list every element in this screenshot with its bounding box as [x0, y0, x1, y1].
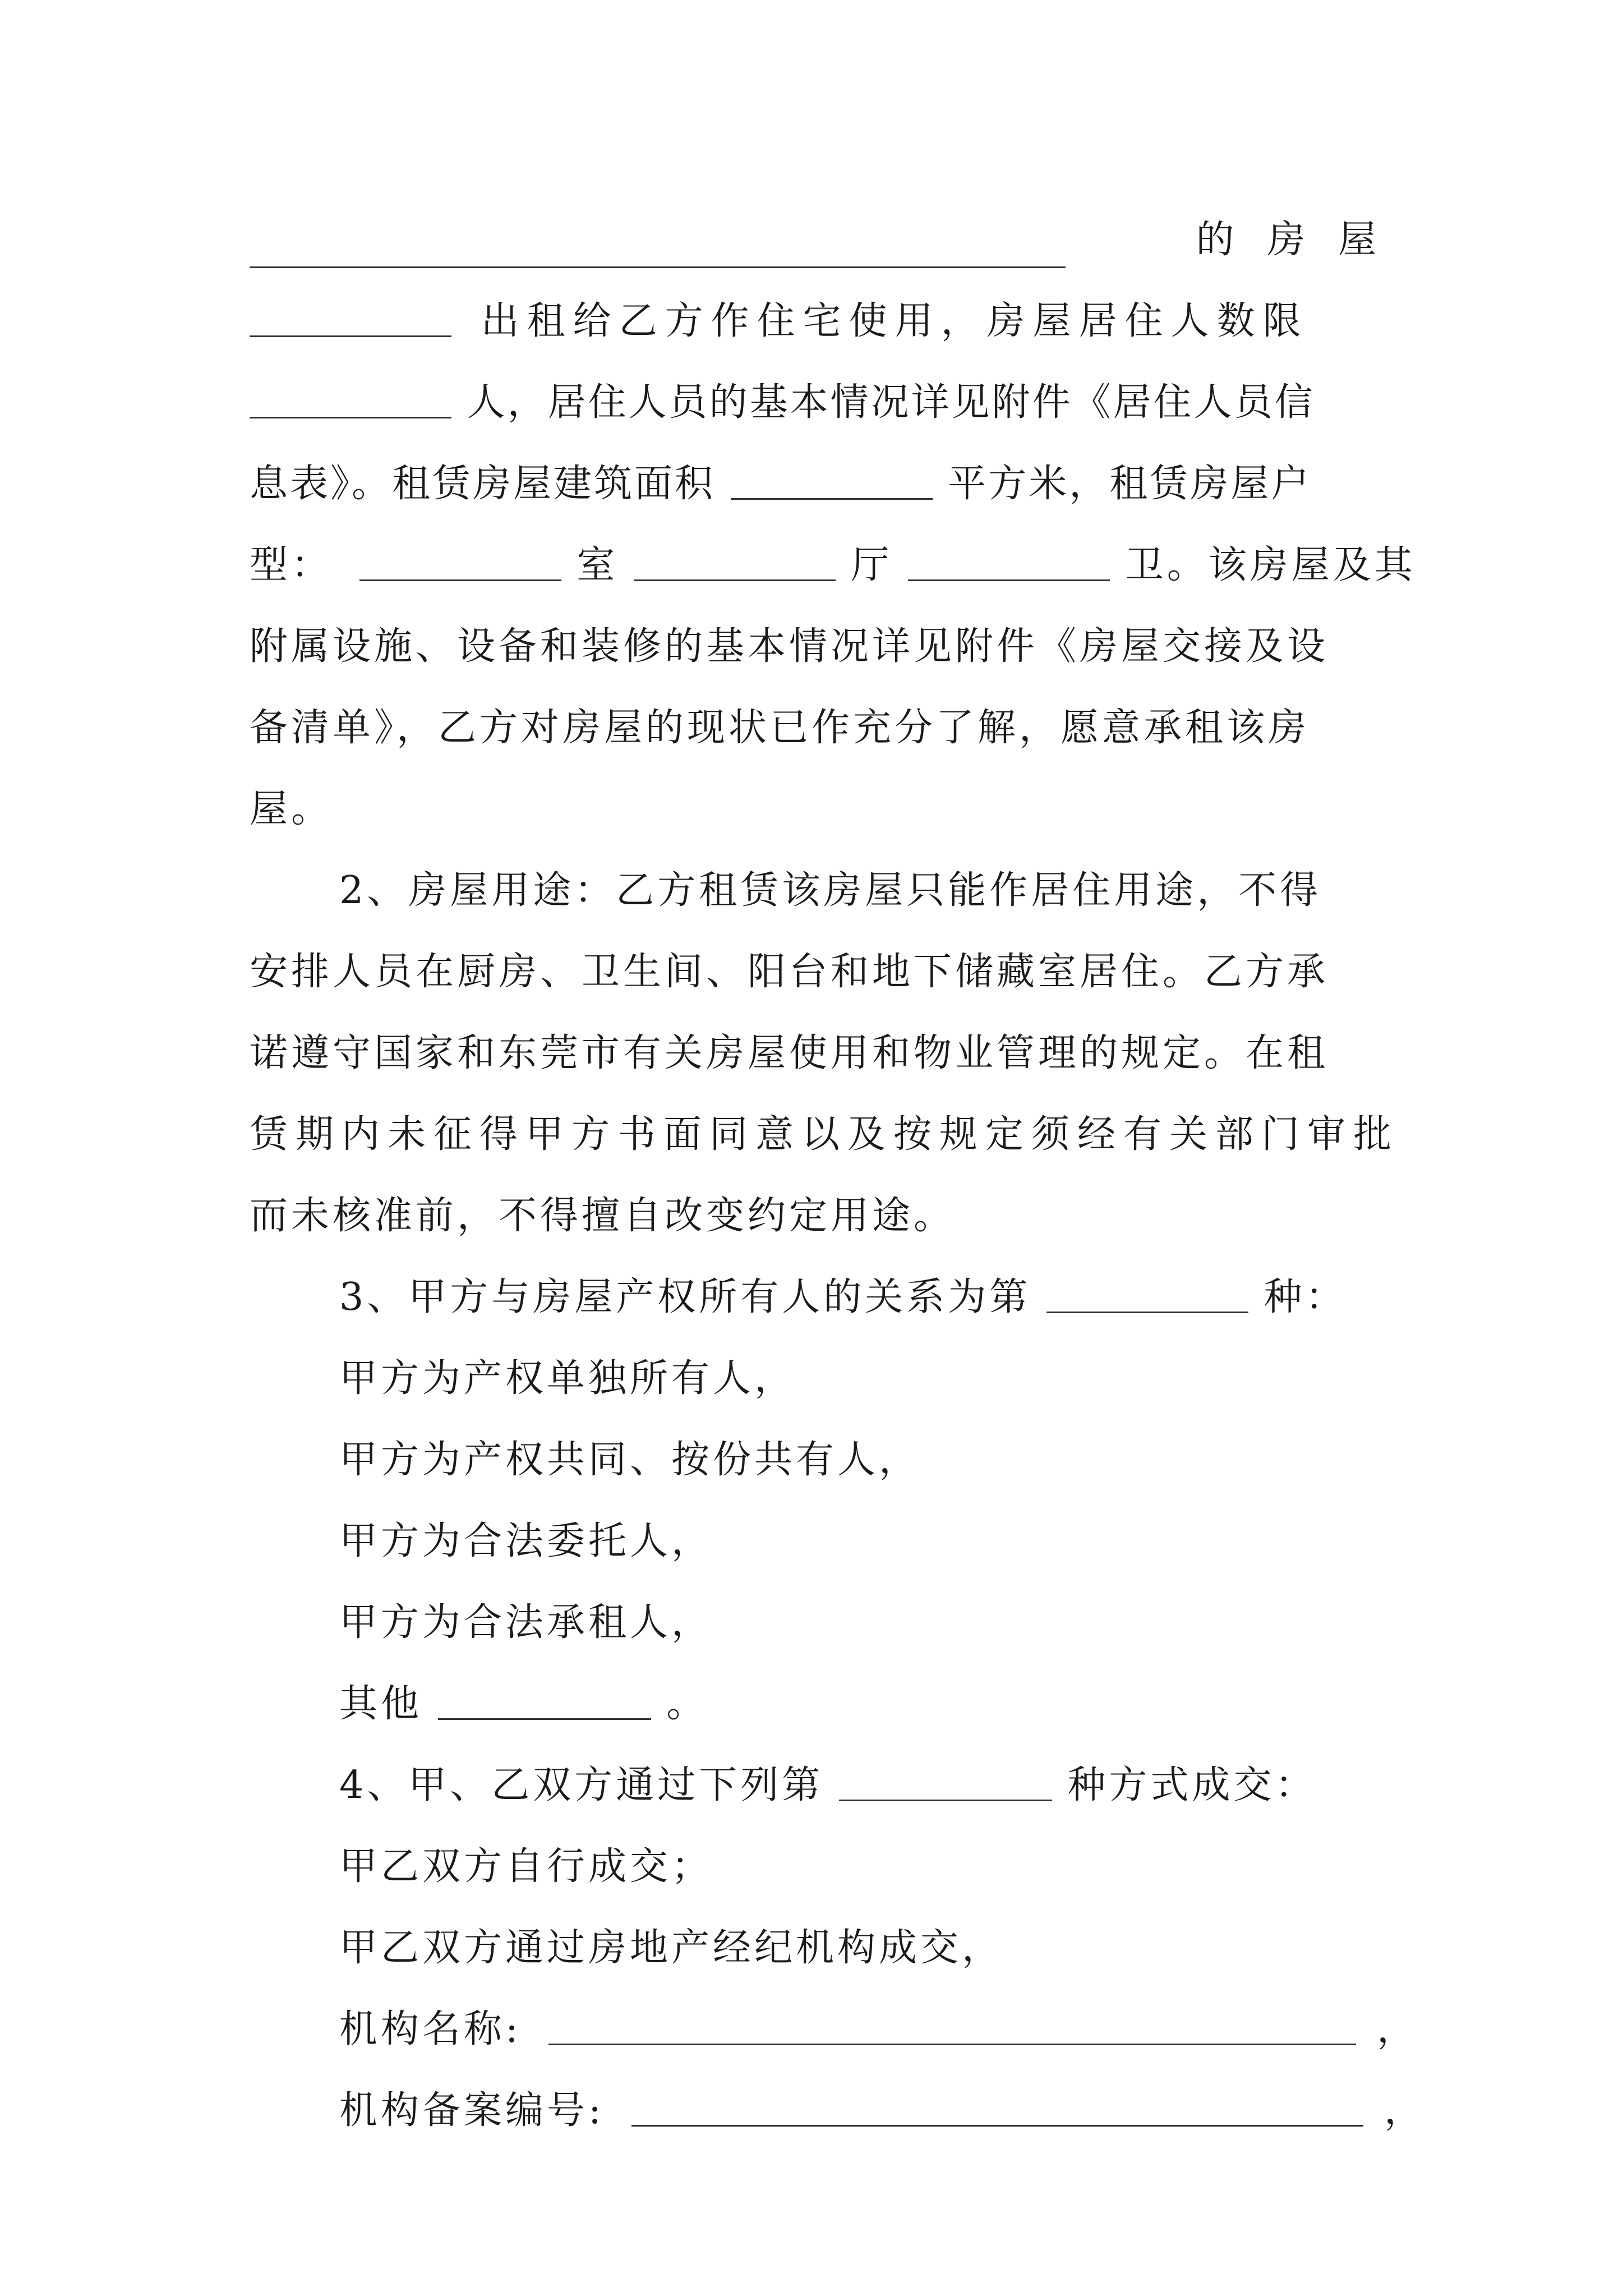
fill-blank: [731, 498, 933, 500]
text-fragment: 卫。该房屋及其: [1125, 543, 1416, 587]
text-fragment: 甲方为合法承租人，: [339, 1600, 713, 1645]
text-fragment: 附属设施、设备和装修的基本情况详见附件《房屋交接及设: [250, 624, 1329, 669]
text-fragment: 备清单》，乙方对房屋的现状已作充分了解，愿意承租该房: [250, 706, 1310, 750]
text-fragment: ，: [1384, 2088, 1426, 2133]
option-item: [339, 1595, 1380, 1651]
option-item: [339, 1920, 1380, 1976]
text-fragment: 屋。: [250, 787, 333, 831]
text-fragment: 人，居住人员的基本情况详见附件《居住人员信: [467, 380, 1315, 425]
text-fragment: 甲方为合法委托人，: [339, 1519, 713, 1563]
fill-blank: [839, 1800, 1052, 1801]
fill-blank: [250, 417, 451, 418]
text-fragment: 种：: [1264, 1275, 1347, 1319]
text-fragment: 机构名称:: [339, 2007, 522, 2051]
text-line: [250, 781, 1380, 838]
paragraph-heading: [339, 1757, 1380, 1814]
text-line: [250, 1188, 1380, 1244]
text-line: [250, 456, 1380, 512]
text-line: [250, 944, 1380, 1000]
text-fragment: 室: [577, 543, 619, 587]
text-line: [250, 537, 1416, 593]
text-fragment: 安排人员在厨房、卫生间、阳台和地下储藏室居住。乙方承: [250, 950, 1329, 994]
fill-blank: [1046, 1312, 1248, 1313]
option-item: [339, 1839, 1380, 1895]
text-fragment: 机构备案编号:: [339, 2088, 605, 2133]
text-fragment: 出租给乙方作住宅使用，房屋居住人数限: [481, 299, 1309, 343]
text-fragment: 种方式成交：: [1067, 1763, 1317, 1807]
paragraph-heading: [339, 863, 1380, 919]
agency-filing-number-line: [339, 2083, 1426, 2139]
fill-blank: [908, 579, 1110, 581]
option-item: [339, 1513, 1380, 1570]
text-fragment: ，: [1377, 2007, 1419, 2051]
text-fragment: 2、房屋用途：乙方租赁该房屋只能作居住用途，不得: [339, 868, 1322, 913]
text-line: [250, 700, 1380, 756]
text-fragment: 平方米，租赁房屋户: [948, 462, 1312, 506]
text-fragment: 而未核准前，不得擅自改变约定用途。: [250, 1194, 956, 1238]
text-fragment: 甲乙双方自行成交；: [339, 1844, 713, 1889]
text-fragment: 4、甲、乙双方通过下列第: [339, 1763, 824, 1807]
text-fragment: 厅: [851, 543, 893, 587]
text-fragment: 息表》。租赁房屋建筑面积: [250, 462, 716, 506]
text-fragment: 其他: [339, 1682, 423, 1726]
text-fragment: 的: [1196, 218, 1238, 262]
fill-blank: [359, 579, 561, 581]
text-fragment: 甲乙双方通过房地产经纪机构成交，: [339, 1926, 1004, 1970]
text-fragment: 赁期内未征得甲方书面同意以及按规定须经有关部门审批: [250, 1112, 1400, 1157]
text-fragment: 3、甲方与房屋产权所有人的关系为第: [339, 1275, 1031, 1319]
text-line: [250, 1107, 1400, 1163]
fill-blank: [634, 579, 836, 581]
text-line: [250, 375, 1380, 431]
paragraph-heading: [339, 1269, 1380, 1326]
fill-blank: [250, 266, 1066, 268]
option-item: [339, 1432, 1380, 1488]
text-fragment: 甲方为产权共同、按份共有人，: [339, 1438, 921, 1482]
text-fragment: 型：: [250, 543, 333, 587]
text-line: [250, 293, 1380, 349]
fill-blank: [438, 1718, 651, 1720]
fill-blank: [631, 2125, 1363, 2127]
text-fragment: 诺遵守国家和东莞市有关房屋使用和物业管理的规定。在租: [250, 1031, 1329, 1075]
text-fragment: 。: [666, 1682, 708, 1726]
text-line: [250, 619, 1380, 675]
text-line: [250, 212, 1380, 268]
text-fragment: 房: [1267, 218, 1309, 262]
text-fragment: 甲方为产权单独所有人，: [339, 1356, 796, 1401]
fill-blank: [250, 335, 451, 337]
agency-name-line: [339, 2001, 1419, 2058]
text-fragment: 屋: [1338, 218, 1380, 262]
option-item: [339, 1676, 1380, 1732]
fill-blank: [548, 2044, 1356, 2045]
text-line: [250, 1025, 1380, 1082]
option-item: [339, 1351, 1380, 1407]
